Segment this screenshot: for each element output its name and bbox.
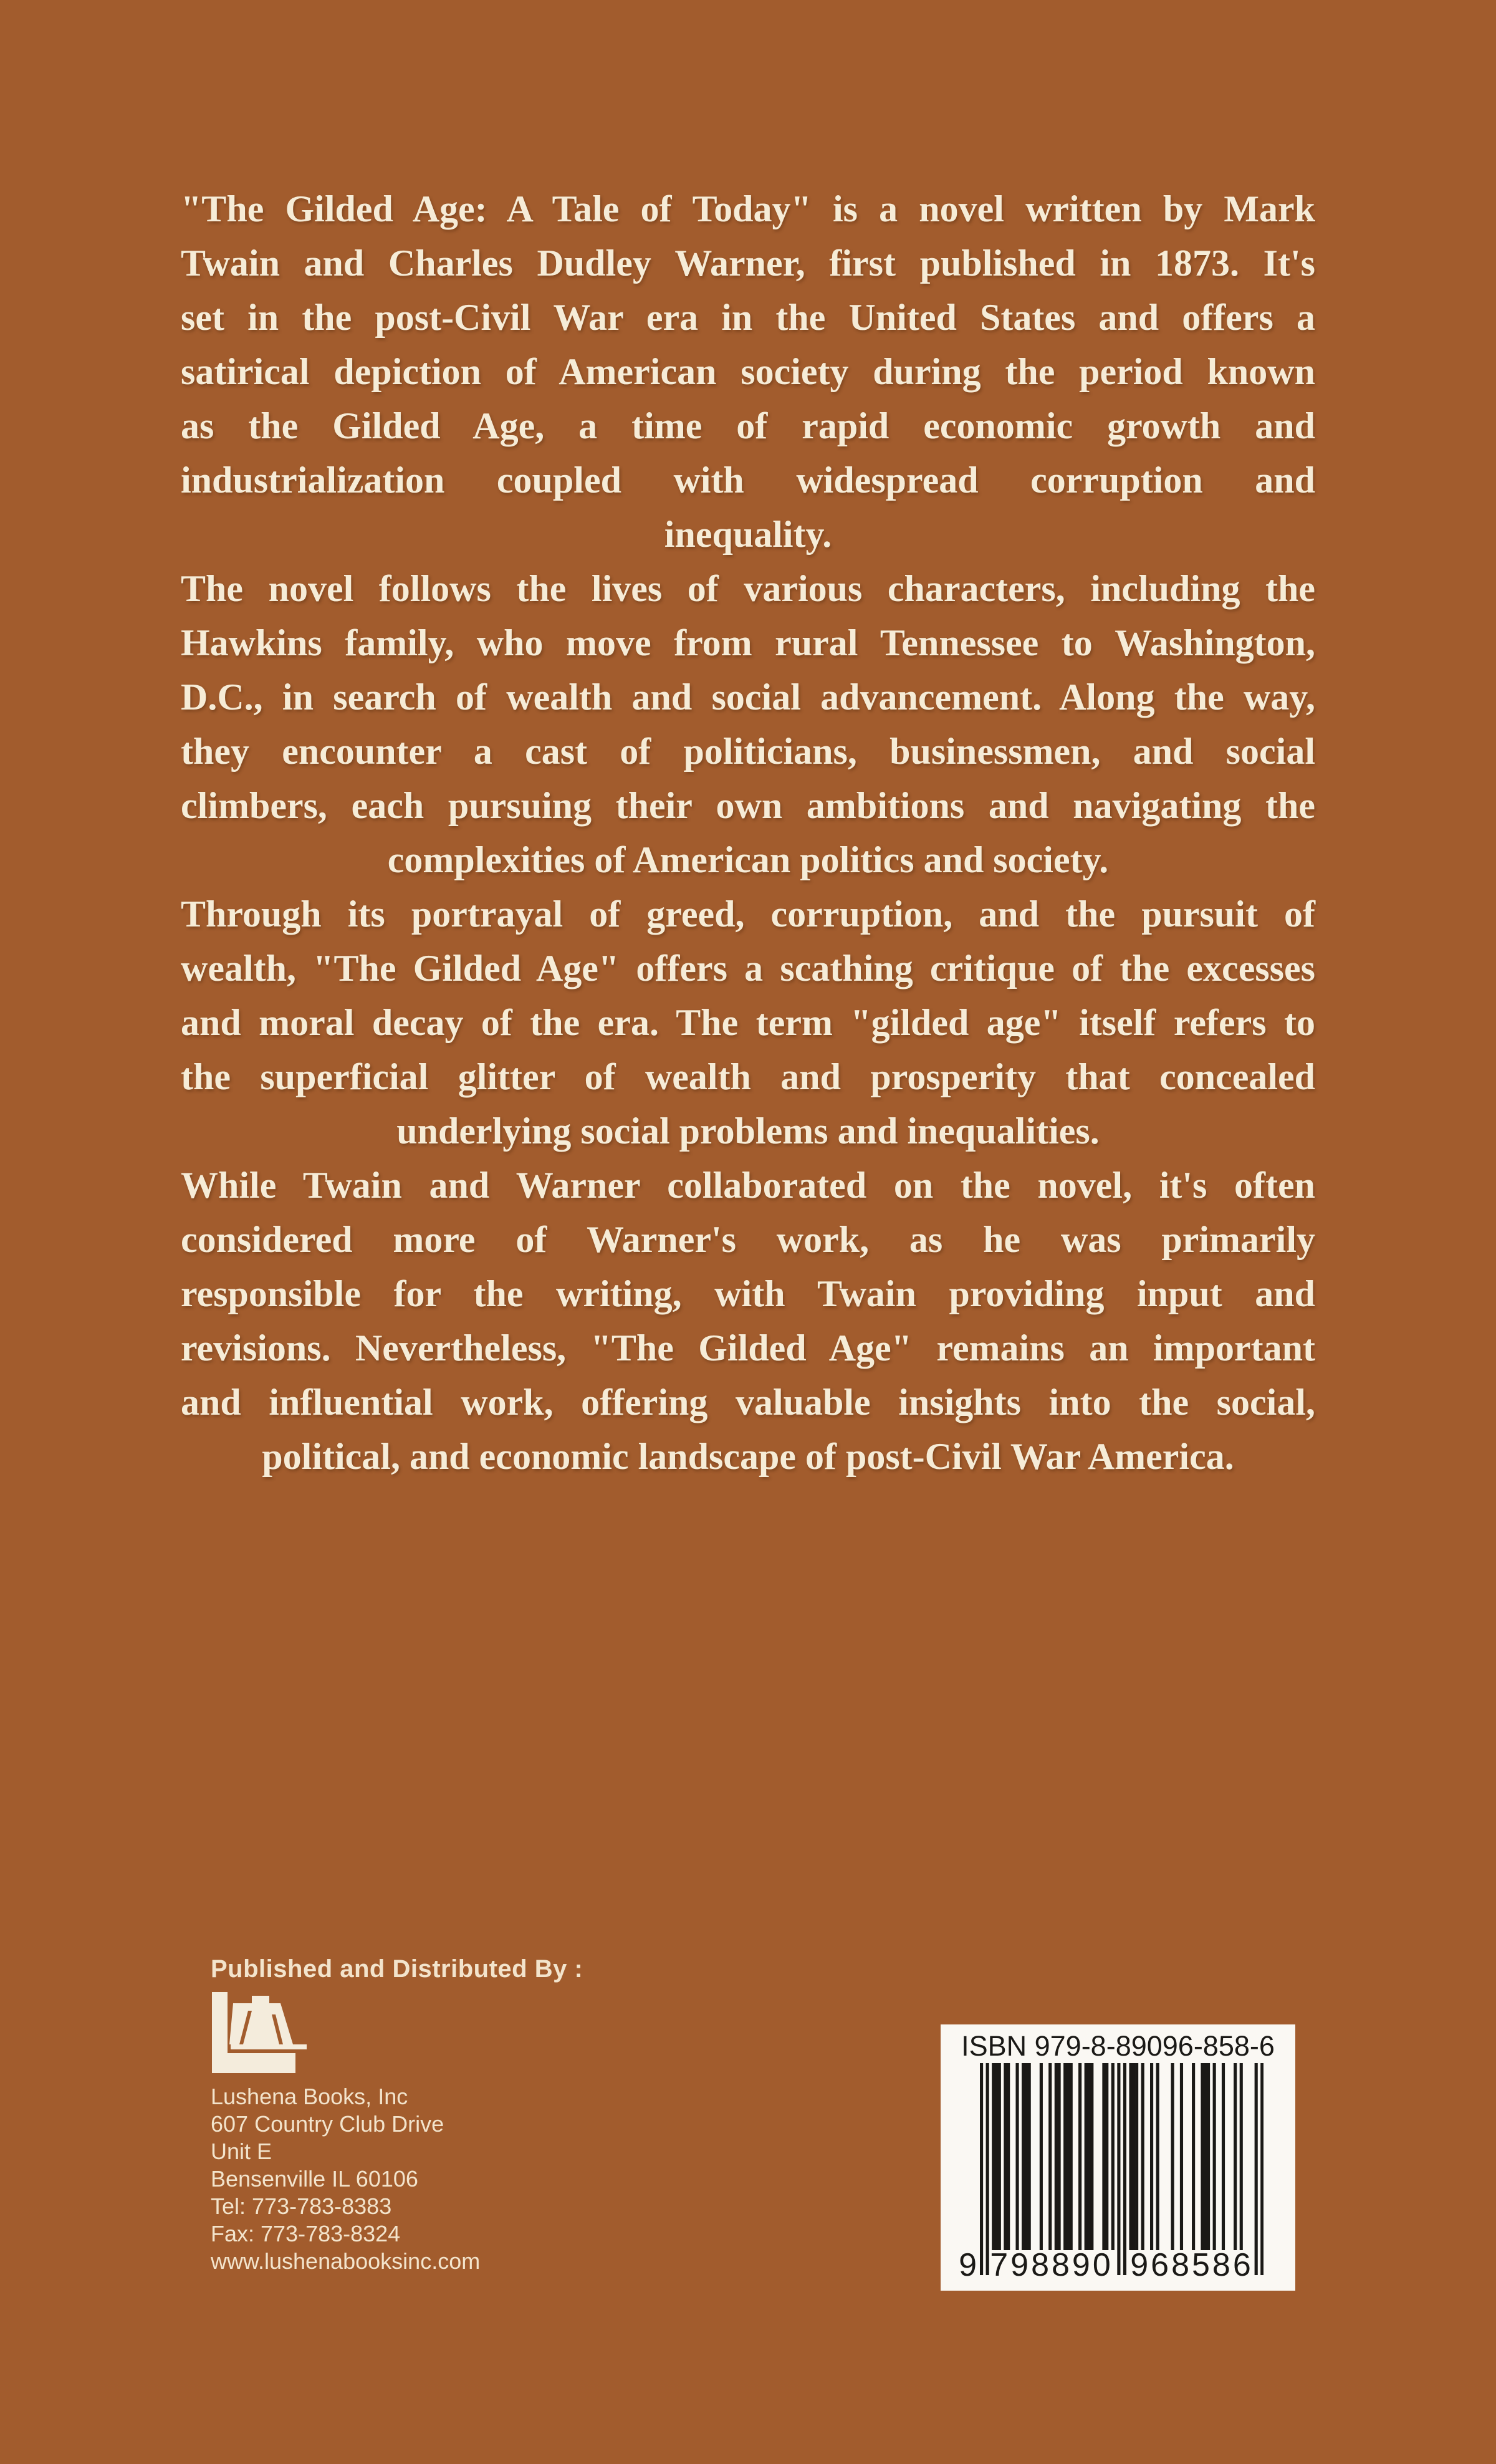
description-line: Hawkins family, who move from rural Tennessee to Washington, [181, 622, 1315, 663]
publisher-address-line: 607 Country Club Drive [211, 2111, 444, 2137]
description-line: underlying social problems and inequalities. [396, 1110, 1100, 1152]
publisher-address-line: Unit E [211, 2139, 272, 2164]
barcode-digits-left: 798890 [990, 2247, 1113, 2283]
description-line: wealth, "The Gilded Age" offers a scathing critique of the excesses [181, 948, 1315, 989]
description-line: set in the post-Civil War era in the United States and offers a [181, 297, 1315, 338]
ean13-barcode [980, 2063, 1263, 2275]
publisher-address-line: Lushena Books, Inc [211, 2084, 408, 2109]
description-line: inequality. [664, 514, 832, 555]
description-line: as the Gilded Age, a time of rapid economic growth and [181, 405, 1315, 446]
description-line: complexities of American politics and society. [387, 839, 1109, 880]
description-line: and influential work, offering valuable insights into the social, [181, 1382, 1315, 1423]
description-line: Twain and Charles Dudley Warner, first published in 1873. It's [181, 243, 1315, 284]
description-line: responsible for the writing, with Twain providing input and [181, 1273, 1315, 1314]
description-line: The novel follows the lives of various characters, including the [181, 568, 1315, 609]
publisher-address-line: Tel: 773-783-8383 [211, 2193, 392, 2219]
publisher-address [211, 2083, 583, 2275]
book-description [181, 182, 1315, 1484]
publisher-block [211, 1955, 583, 2275]
description-line: political, and economic landscape of post-Civil War America. [262, 1436, 1234, 1477]
description-line: D.C., in search of wealth and social advancement. Along the way, [181, 676, 1315, 718]
publisher-address-line: www.lushenabooksinc.com [211, 2248, 481, 2274]
description-line: "The Gilded Age: A Tale of Today" is a novel written by Mark [181, 188, 1315, 229]
publisher-address-line: Fax: 773-783-8324 [211, 2221, 401, 2246]
isbn-barcode-panel [941, 2024, 1295, 2291]
lushena-books-logo-icon [212, 1992, 307, 2073]
description-line: climbers, each pursuing their own ambitions and navigating the [181, 785, 1315, 826]
description-line: industrialization coupled with widespread corruption and [181, 460, 1315, 501]
description-line: they encounter a cast of politicians, businessmen, and social [181, 731, 1315, 772]
description-line: revisions. Nevertheless, "The Gilded Age" remains an important [181, 1327, 1315, 1369]
description-line: While Twain and Warner collaborated on the novel, it's often [181, 1165, 1315, 1206]
publisher-address-line: Bensenville IL 60106 [211, 2166, 418, 2192]
description-line: and moral decay of the era. The term "gilded age" itself refers to [181, 1002, 1315, 1043]
isbn-number-text: ISBN 979-8-89096-858-6 [961, 2030, 1275, 2062]
description-line: Through its portrayal of greed, corruption, and the pursuit of [181, 893, 1315, 935]
published-by-label: Published and Distributed By : [211, 1955, 583, 1983]
description-line: satirical depiction of American society during the period known [181, 351, 1315, 392]
barcode-digits-right: 968586 [1130, 2247, 1254, 2283]
description-line: the superficial glitter of wealth and prosperity that concealed [181, 1056, 1315, 1097]
barcode-digit-first: 9 [959, 2247, 977, 2283]
description-line: considered more of Warner's work, as he was primarily [181, 1219, 1315, 1260]
